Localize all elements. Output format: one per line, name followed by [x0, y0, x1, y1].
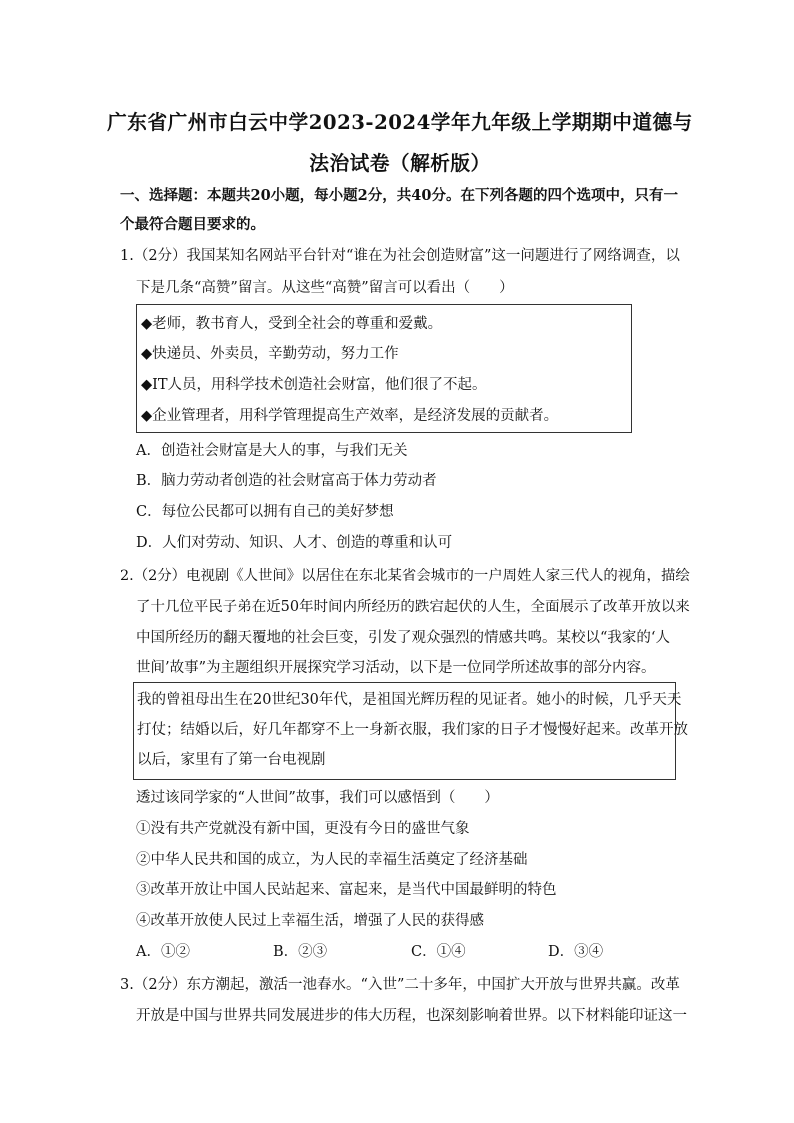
- q1-comment-4: ◆企业管理者，用科学管理提高生产效率，是经济发展的贡献者。: [141, 408, 559, 424]
- q3-stem-line-1: 3.（2分）东方潮起，激活一池春水。“入世”二十多年，中国扩大开放与世界共赢。改革: [120, 977, 680, 993]
- exam-title-line-2: 法治试卷（解析版）: [309, 152, 491, 175]
- q2-statement-4: ④改革开放使人民过上幸福生活，增强了人民的获得感: [136, 913, 484, 929]
- q1-stem-line-2: 下是几条“高赞”留言。从这些“高赞”留言可以看出（ ）: [136, 280, 514, 296]
- q2-stem-line-4: 世间’故事”为主题组织开展探究学习活动，以下是一位同学所述故事的部分内容。: [136, 660, 656, 676]
- q2-stem-line-1: 2.（2分）电视剧《人世间》以居住在东北某省会城市的一户周姓人家三代人的视角，描绘: [120, 568, 690, 584]
- q2-statement-1: ①没有共产党就没有新中国，更没有今日的盛世气象: [136, 821, 470, 837]
- q1-stem-line-1: 1.（2分）我国某知名网站平台针对“谁在为社会创造财富”这一问题进行了网络调查，以: [120, 248, 680, 264]
- q2-option-c: C．①④: [411, 944, 466, 960]
- q2-stem-line-2: 了十几位平民子弟在近50年时间内所经历的跌宕起伏的人生，全面展示了改革开放以来: [136, 599, 690, 615]
- q2-prompt: 透过该同学家的“人世间”故事，我们可以感悟到（ ）: [136, 790, 499, 806]
- q1-option-c: C．每位公民都可以拥有自己的美好梦想: [136, 504, 394, 520]
- q1-option-d: D．人们对劳动、知识、人才、创造的尊重和认可: [136, 535, 453, 551]
- q1-comment-3: ◆IT人员，用科学技术创造社会财富，他们很了不起。: [141, 377, 487, 393]
- q2-stem-line-3: 中国所经历的翻天覆地的社会巨变，引发了观众强烈的情感共鸣。某校以“我家的‘人: [136, 630, 671, 646]
- q2-statement-2: ②中华人民共和国的成立，为人民的幸福生活奠定了经济基础: [136, 852, 528, 868]
- q2-story-line-3: 以后，家里有了第一台电视剧: [137, 752, 326, 768]
- q1-comment-2: ◆快递员、外卖员，辛勤劳动，努力工作: [141, 346, 399, 362]
- q2-option-a: A．①②: [136, 944, 190, 960]
- q3-stem-line-2: 开放是中国与世界共同发展进步的伟大历程，也深刻影响着世界。以下材料能印证这一: [136, 1008, 687, 1024]
- q1-option-b: B．脑力劳动者创造的社会财富高于体力劳动者: [136, 473, 437, 489]
- q2-story-line-2: 打仗；结婚以后，好几年都穿不上一身新衣服，我们家的日子才慢慢好起来。改革开放: [137, 722, 688, 738]
- section-heading-line-2: 个最符合题目要求的。: [120, 216, 265, 233]
- q2-option-b: B．②③: [273, 944, 328, 960]
- q1-comment-1: ◆老师，教书育人，受到全社会的尊重和爱戴。: [141, 316, 443, 332]
- q2-option-d: D．③④: [548, 944, 604, 960]
- q2-statement-3: ③改革开放让中国人民站起来、富起来，是当代中国最鲜明的特色: [136, 882, 557, 898]
- exam-title-line-1: 广东省广州市白云中学2023-2024学年九年级上学期期中道德与: [107, 111, 693, 134]
- q2-story-line-1: 我的曾祖母出生在20世纪30年代，是祖国光辉历程的见证者。她小的时候，几乎天天: [137, 692, 682, 708]
- section-heading-line-1: 一、选择题：本题共20小题，每小题2分，共40分。在下列各题的四个选项中，只有一: [120, 187, 678, 204]
- q1-option-a: A．创造社会财富是大人的事，与我们无关: [136, 443, 408, 459]
